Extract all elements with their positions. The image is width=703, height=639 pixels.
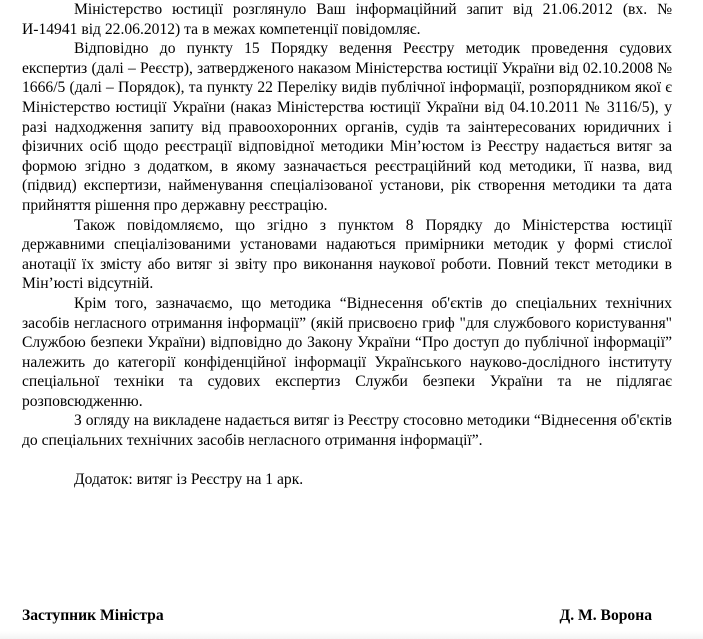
attachment-note: Додаток: витяг із Реєстру на 1 арк. <box>74 471 304 489</box>
paragraph-confidential-info: Крім того, зазначаємо, що методика “Віднесення об'єктів до спеціальних технічних засобів негласного отримання інформації” (якій присвоєно гриф "для службового користування" Службою безпеки України) відповідно до Закону України “Про доступ до публічної інформації” належить до категорії конфіденційної інформації Українського науково-дослідного інституту спеціальної техніки та судових експертиз Служби безпеки України та не підлягає розповсюдженню. <box>22 294 672 410</box>
blank-line <box>22 451 672 471</box>
signatory-title: Заступник Міністра <box>22 607 164 624</box>
letter-body <box>22 0 672 490</box>
paragraph-request-acknowledgement: Міністерство юстиції розглянуло Ваш інформаційний запит від 21.06.2012 (вх. № И-14941 від 22.06.2012) та в межах компетенції повідомляє. <box>22 1 672 38</box>
paragraph-conclusion: З огляду на викладене надається витяг із Реєстру стосовно методики “Віднесення об'єктів до спеціальних технічних засобів негласного отримання інформації”. <box>22 412 672 450</box>
page-bottom-edge <box>0 631 703 639</box>
paragraph-methodology-copies: Також повідомляємо, що згідно з пунктом 8 Порядку до Міністерства юстиції державними спеціалізованими установами надаються примірники методик у формі стислої анотації їх змісту або витяг зі звіту про виконання наукової роботи. Повний текст методики в Мін’юсті відсутній. <box>22 216 672 293</box>
paragraph-registry-procedure: Відповідно до пункту 15 Порядку ведення Реєстру методик проведення судових експертиз (далі – Реєстр), затвердженого наказом Міністерства юстиції України від 02.10.2008 № 1666/5 (далі – Порядок), та пункту 22 Переліку видів публічної інформації, розпорядником якої є Міністерство юстиції України (наказ Міністерства юстиції України від 04.10.2011 № 3116/5), у разі надходження запиту від правоохоронних органів, судів та заінтересованих юридичних і фізичних осіб щодо реєстрації відповідної методики Мін’юстом із Реєстру надається витяг за формою згідно з додатком, в якому зазначається реєстраційний код методики, її назва, вид (підвид) експертизи, найменування спеціалізованої установи, рік створення методики та дата прийняття рішення про державну реєстрацію. <box>22 40 672 214</box>
signatory-name: Д. М. Ворона <box>559 607 652 624</box>
